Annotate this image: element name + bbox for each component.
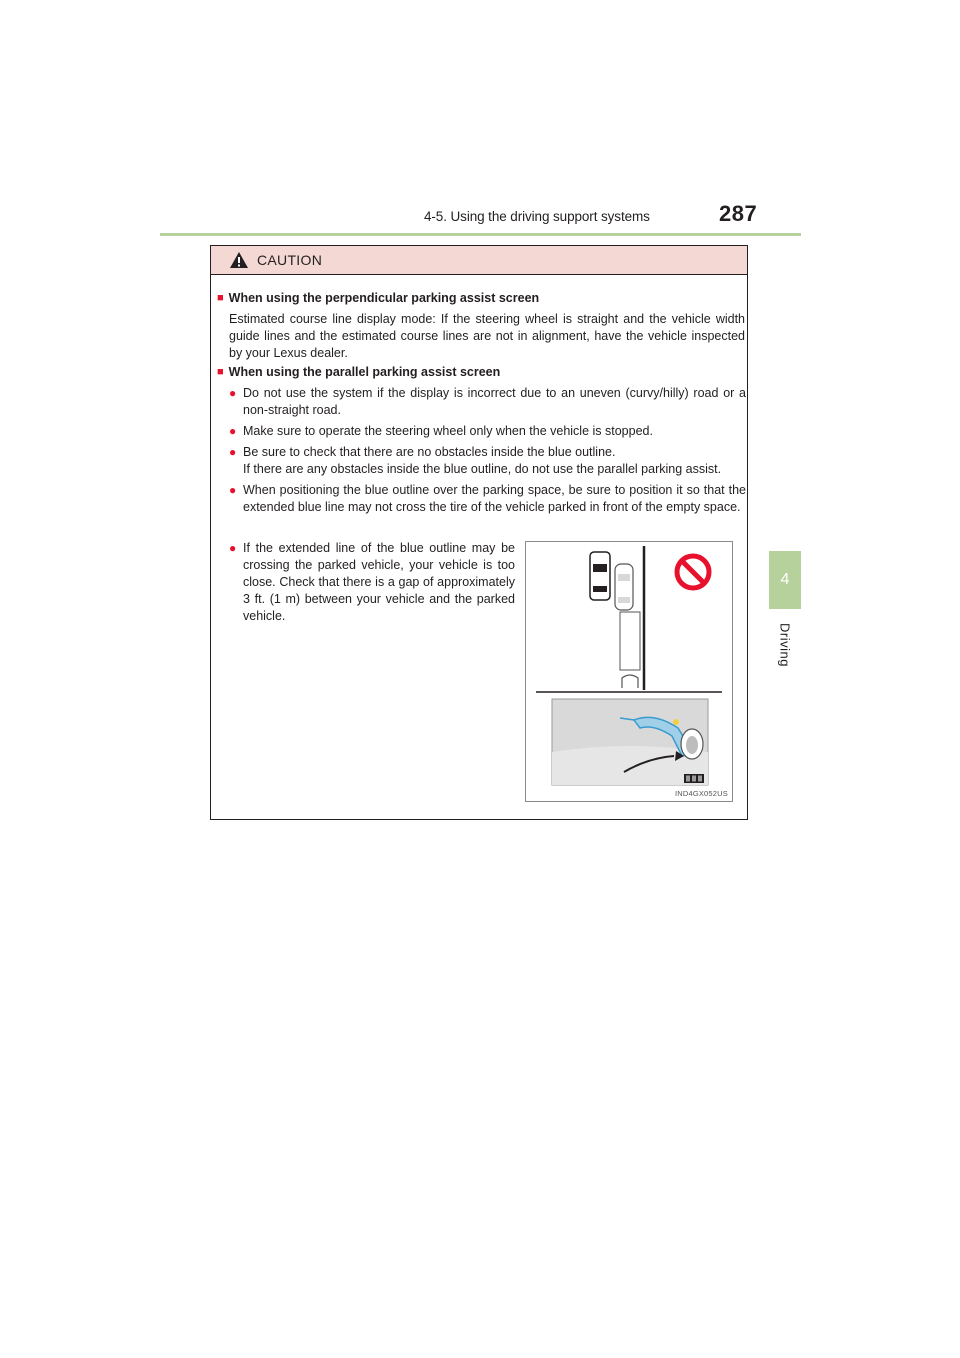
parking-illustration (526, 542, 732, 801)
header-rule (160, 233, 801, 236)
chapter-tab (769, 551, 801, 609)
chapter-number: 4 (780, 571, 790, 588)
caution-title: CAUTION (257, 252, 323, 268)
section-heading-perpendicular: ■ When using the perpendicular parking assist screen (217, 291, 540, 305)
list-item: ● Make sure to operate the steering wheel only when the vehicle is stopped. (229, 424, 653, 438)
section-title: 4-5. Using the driving support systems (424, 209, 650, 224)
list-item: ● Do not use the system if the display is incorrect due to an uneven (curvy/hilly) road or a non-straight road. (229, 386, 746, 417)
caution-header (211, 246, 747, 275)
list-item: ● If the extended line of the blue outline may be crossing the parked vehicle, your vehicle is too close. Check that there is a gap of approximately 3 ft. (1 m) between your vehicle and the parked vehicle. (229, 541, 515, 623)
dot-bullet-icon: ● (229, 541, 237, 555)
perpendicular-text: Estimated course line display mode: If the steering wheel is straight and the vehicle width guide lines and the estimated course lines are not in alignment, have the vehicle inspected by your Lexus dealer. (229, 312, 745, 360)
list-item: ● When positioning the blue outline over the parking space, be sure to position it so that the extended blue line may not cross the tire of the vehicle parked in front of the empty space. (229, 483, 746, 514)
square-bullet-icon: ■ (217, 292, 224, 304)
dot-bullet-icon: ● (229, 483, 237, 497)
square-bullet-icon: ■ (217, 366, 224, 378)
list-item: ● Be sure to check that there are no obstacles inside the blue outline. If there are any obstacles inside the blue outline, do not use the parallel parking assist. (229, 445, 722, 476)
page-number: 287 (719, 201, 758, 226)
figure-code: IND4GX052US (674, 789, 728, 798)
dot-bullet-icon: ● (229, 424, 237, 438)
dot-bullet-icon: ● (229, 386, 237, 400)
warning-icon (229, 251, 249, 269)
chapter-label: Driving (777, 623, 793, 667)
section-heading-parallel: ■ When using the parallel parking assist screen (217, 365, 501, 379)
parking-figure (525, 541, 733, 802)
dot-bullet-icon: ● (229, 445, 237, 459)
